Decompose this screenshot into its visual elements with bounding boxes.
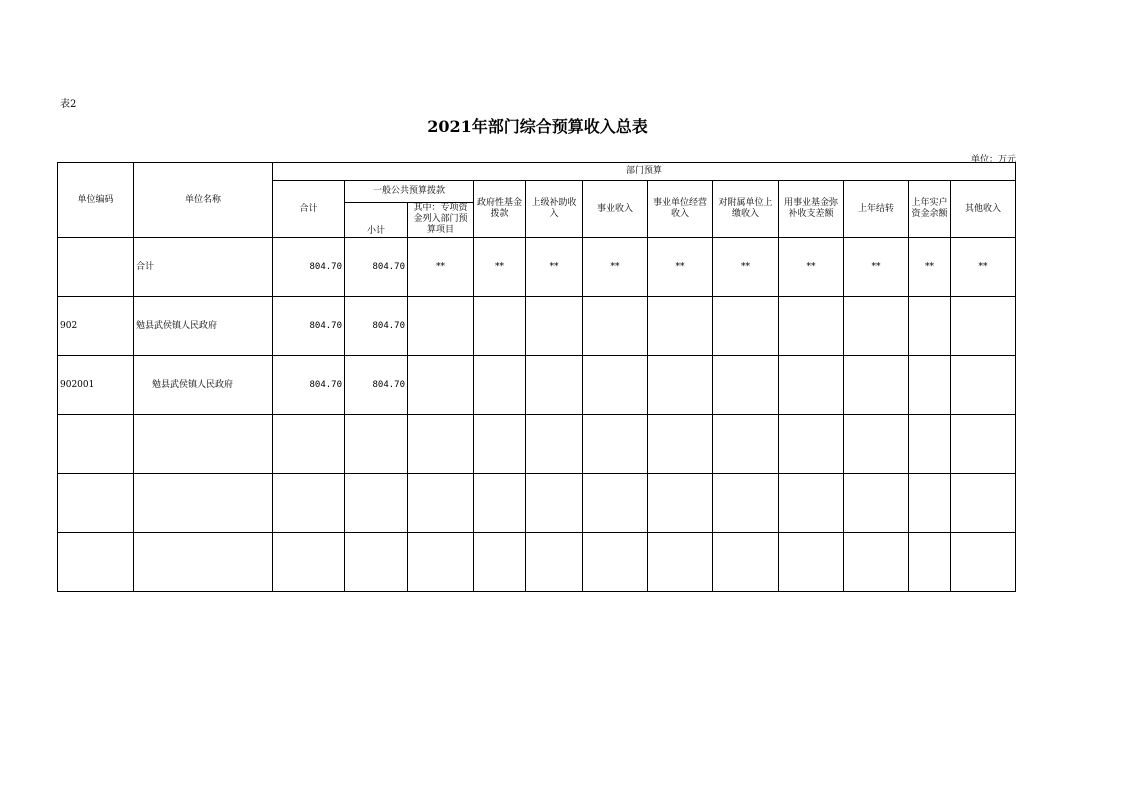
header-unit-code: 单位编码: [58, 163, 134, 238]
cell-gov-fund: [474, 356, 526, 415]
cell-business-income: [583, 297, 648, 356]
header-business-operating: 事业单位经营收入: [648, 181, 713, 238]
cell-business-operating: [648, 297, 713, 356]
empty-row: [58, 415, 1016, 474]
table-row: [58, 356, 1016, 415]
header-subtotal: 小计: [345, 203, 408, 238]
cell-total: 804.70: [273, 238, 345, 297]
cell-affiliated-payment: **: [713, 238, 779, 297]
page-title: 2021年部门综合预算收入总表: [427, 117, 648, 136]
header-carryover: 上年结转: [844, 181, 909, 238]
cell-special-account: [909, 356, 951, 415]
header-unit-name: 单位名称: [134, 163, 273, 238]
cell-carryover: **: [844, 238, 909, 297]
header-row-1: [58, 163, 1016, 181]
cell-affiliated-payment: [713, 297, 779, 356]
header-general-public: 一般公共预算拨款: [345, 181, 474, 203]
cell-special-account: [909, 297, 951, 356]
header-dept-budget: 部门预算: [273, 163, 1016, 181]
cell-carryover: [844, 356, 909, 415]
cell-superior-subsidy: [526, 356, 583, 415]
cell-name: 勉县武侯镇人民政府: [134, 297, 273, 356]
header-fund-offset: 用事业基金弥补收支差额: [779, 181, 844, 238]
header-special-account: 上年实户资金余额: [909, 181, 951, 238]
cell-total: 804.70: [273, 356, 345, 415]
cell-superior-subsidy: [526, 297, 583, 356]
cell-special-account: **: [909, 238, 951, 297]
cell-other-income: [951, 356, 1016, 415]
cell-business-income: [583, 356, 648, 415]
cell-code: 902001: [58, 356, 134, 415]
cell-fund-offset: **: [779, 238, 844, 297]
table-row: [58, 297, 1016, 356]
cell-name: 勉县武侯镇人民政府: [134, 356, 273, 415]
header-gov-fund: 政府性基金拨款: [474, 181, 526, 238]
empty-row: [58, 533, 1016, 592]
cell-special-funds: [408, 356, 474, 415]
table-row: [58, 238, 1016, 297]
cell-special-funds: **: [408, 238, 474, 297]
cell-business-operating: [648, 356, 713, 415]
cell-carryover: [844, 297, 909, 356]
cell-other-income: [951, 297, 1016, 356]
cell-business-operating: **: [648, 238, 713, 297]
empty-row: [58, 474, 1016, 533]
cell-gov-fund: [474, 297, 526, 356]
header-superior-subsidy: 上级补助收入: [526, 181, 583, 238]
unit-label: 单位：万元: [970, 155, 1016, 165]
cell-code: [58, 238, 134, 297]
cell-subtotal: 804.70: [345, 297, 408, 356]
cell-affiliated-payment: [713, 356, 779, 415]
cell-gov-fund: **: [474, 238, 526, 297]
cell-fund-offset: [779, 356, 844, 415]
sheet-label: 表2: [60, 99, 77, 110]
budget-table: [57, 162, 1016, 592]
cell-subtotal: 804.70: [345, 356, 408, 415]
header-total: 合计: [273, 181, 345, 238]
cell-code: 902: [58, 297, 134, 356]
header-affiliated-payment: 对附属单位上缴收入: [713, 181, 779, 238]
cell-other-income: **: [951, 238, 1016, 297]
header-business-income: 事业收入: [583, 181, 648, 238]
cell-superior-subsidy: **: [526, 238, 583, 297]
cell-business-income: **: [583, 238, 648, 297]
header-other-income: 其他收入: [951, 181, 1016, 238]
cell-total: 804.70: [273, 297, 345, 356]
header-special-funds: 其中：专项资金列入部门预算项目: [408, 203, 474, 238]
cell-special-funds: [408, 297, 474, 356]
cell-name: 合计: [134, 238, 273, 297]
cell-subtotal: 804.70: [345, 238, 408, 297]
cell-fund-offset: [779, 297, 844, 356]
